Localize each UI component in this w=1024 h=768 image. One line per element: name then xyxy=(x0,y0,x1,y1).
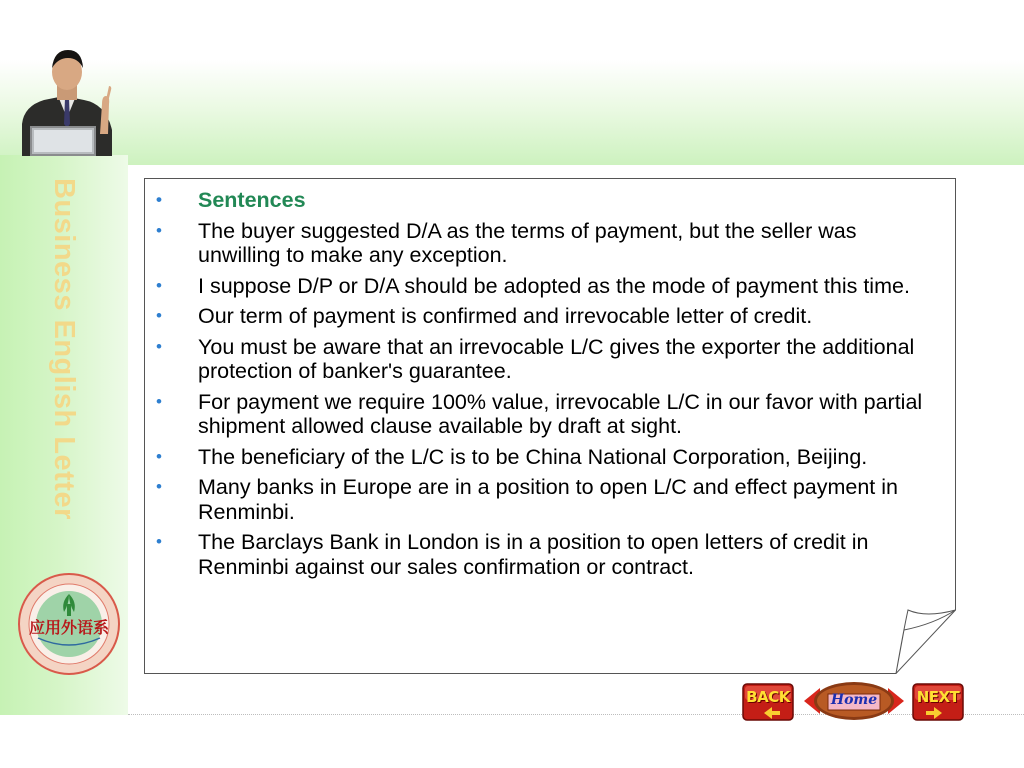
header-gradient-band xyxy=(0,0,1024,165)
list-item: • The buyer suggested D/A as the terms of payment, but the seller was unwilling to make any exception. xyxy=(156,218,857,267)
list-item: • The beneficiary of the L/C is to be China National Corporation, Beijing. xyxy=(156,444,868,469)
sentence-list xyxy=(152,188,942,585)
department-seal-icon xyxy=(16,572,122,676)
back-button[interactable]: BACK xyxy=(742,683,794,721)
list-item: • I suppose D/P or D/A should be adopted as the mode of payment this time. xyxy=(156,273,910,298)
vertical-course-title: Business English Letter xyxy=(48,178,80,520)
list-item: • You must be aware that an irrevocable L/C gives the exporter the additional protection of banker's guarantee. xyxy=(156,334,915,383)
list-item: • Our term of payment is confirmed and irrevocable letter of credit. xyxy=(156,304,813,328)
list-heading: • Sentences xyxy=(156,188,306,212)
next-button[interactable]: NEXT xyxy=(912,683,964,721)
list-item: • For payment we require 100% value, irrevocable L/C in our favor with partial shipment allowed clause available by draft at sight. xyxy=(156,389,923,438)
home-button[interactable]: Home xyxy=(802,680,906,722)
sentences-panel xyxy=(144,178,956,674)
list-item: • Many banks in Europe are in a position to open L/C and effect payment in Renminbi. xyxy=(156,475,898,524)
presenter-photo xyxy=(14,44,120,156)
list-item: • The Barclays Bank in London is in a position to open letters of credit in Renminbi against our sales confirmation or contract. xyxy=(156,530,869,579)
logo-text: 应用外语系 xyxy=(28,618,110,637)
